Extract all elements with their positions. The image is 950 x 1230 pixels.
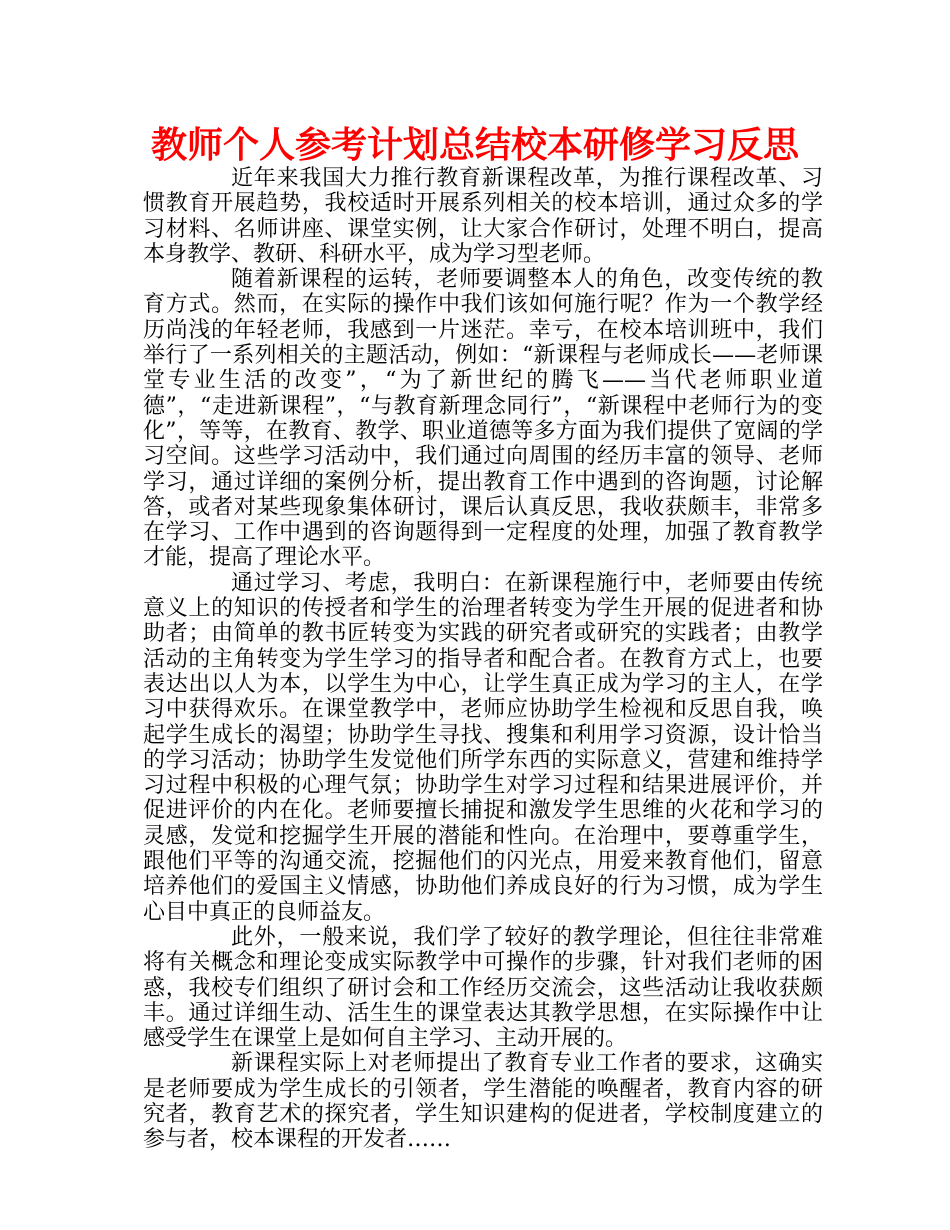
paragraph-2: 随着新课程的运转，老师要调整本人的角色，改变传统的教育方式。然而，在实际的操作中我们该如何施行呢？作为一个教学经历尚浅的年轻老师，我感到一片迷茫。幸亏，在校本培训班中，我们举行了一系列相关的主题活动，例如：“新课程与老师成长——老师课堂专业生活的改变”，“为了新世纪的腾飞——当代老师职业道德”，“走进新课程”，“与教育新理念同行”，“新课程中老师行为的变化”，等等，在教育、教学、职业道德等多方面为我们提供了宽阔的学习空间。这些学习活动中，我们通过向周围的经历丰富的领导、老师学习，通过详细的案例分析，提出教育工作中遇到的咨询题，讨论解答，或者对某些现象集体研讨，课后认真反思，我收获颇丰，非常多在学习、工作中遇到的咨询题得到一定程度的处理，加强了教育教学才能，提高了理论水平。: [143, 267, 823, 571]
document-title: 教师个人参考计划总结校本研修学习反思: [150, 125, 799, 166]
paragraph-5: 新课程实际上对老师提出了教育专业工作者的要求，这确实是老师要成为学生成长的引领者，学生潜能的唤醒者，教育内容的研究者，教育艺术的探究者，学生知识建构的促进者，学校制度建立的参与者，校本课程的开发者……: [143, 1051, 823, 1153]
document-body: [143, 166, 823, 1153]
paragraph-1: 近年来我国大力推行教育新课程改革，为推行课程改革、习惯教育开展趋势，我校适时开展系列相关的校本培训，通过众多的学习材料、名师讲座、课堂实例，让大家合作研讨，处理不明白，提高本身教学、教研、科研水平，成为学习型老师。: [143, 166, 823, 267]
paragraph-4: 此外，一般来说，我们学了较好的教学理论，但往往非常难将有关概念和理论变成实际教学中可操作的步骤，针对我们老师的困惑，我校专们组织了研讨会和工作经历交流会，这些活动让我收获颇丰。通过详细生动、活生生的课堂表达其教学思想，在实际操作中让感受学生在课堂上是如何自主学习、主动开展的。: [143, 924, 823, 1052]
paragraph-3: 通过学习、考虑，我明白：在新课程施行中，老师要由传统意义上的知识的传授者和学生的治理者转变为学生开展的促进者和协助者；由简单的教书匠转变为实践的研究者或研究的实践者；由教学活动的主角转变为学生学习的指导者和配合者。在教育方式上，也要表达出以人为本，以学生为中心，让学生真正成为学习的主人，在学习中获得欢乐。在课堂教学中，老师应协助学生检视和反思自我，唤起学生成长的渴望；协助学生寻找、搜集和利用学习资源，设计恰当的学习活动；协助学生发觉他们所学东西的实际意义，营建和维持学习过程中积极的心理气氛；协助学生对学习过程和结果进展评价，并促进评价的内在化。老师要擅长捕捉和激发学生思维的火花和学习的灵感，发觉和挖掘学生开展的潜能和性向。在治理中，要尊重学生，跟他们平等的沟通交流，挖掘他们的闪光点，用爱来教育他们，留意培养他们的爱国主义情感，协助他们养成良好的行为习惯，成为学生心目中真正的良师益友。: [143, 570, 823, 925]
